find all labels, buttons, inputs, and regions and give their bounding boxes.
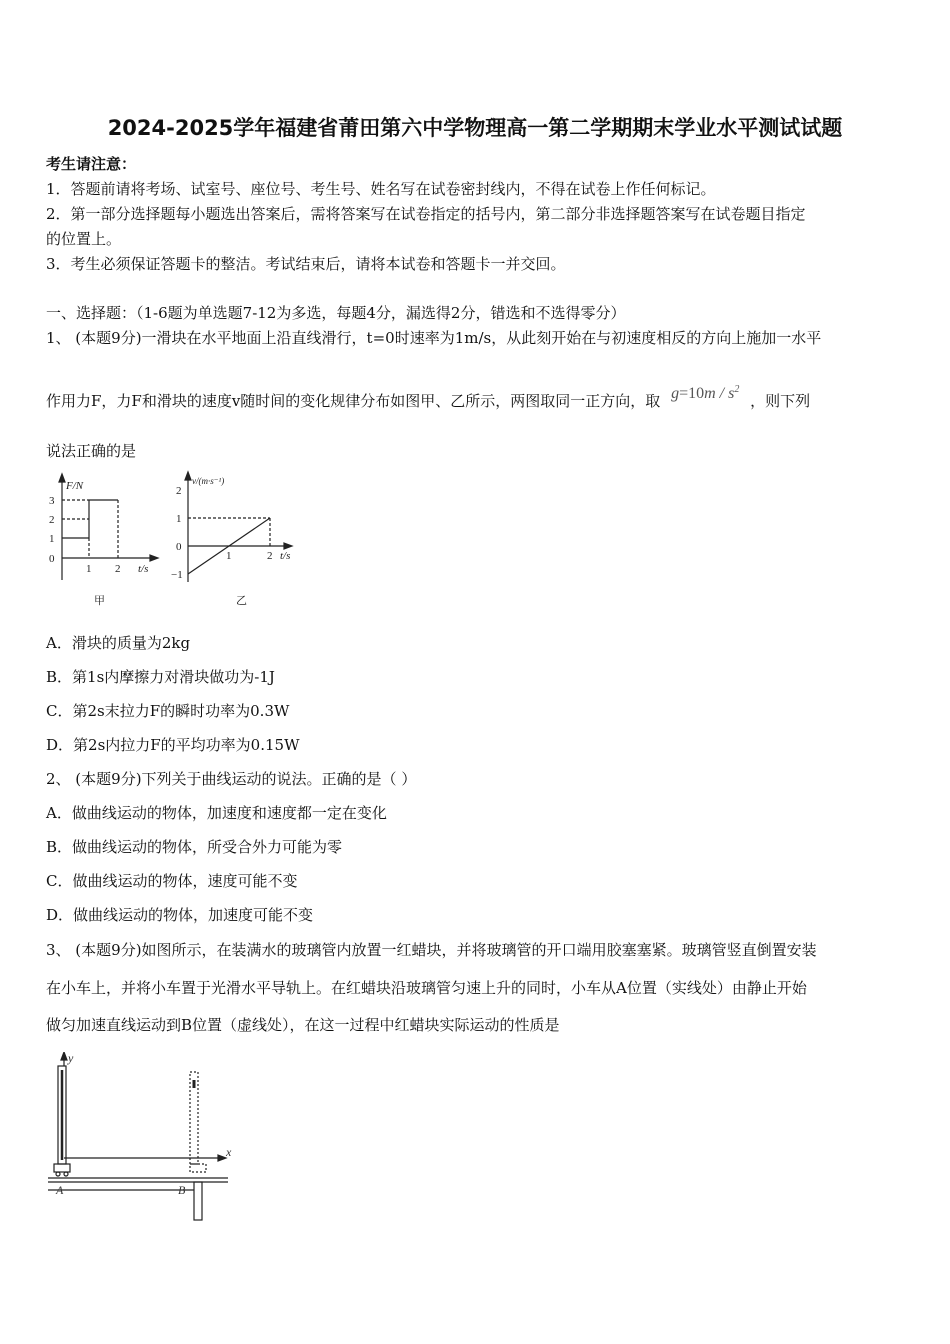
fa-ytick-2: 2 <box>49 514 55 526</box>
notice-item-3: 3．考生必须保证答题卡的整洁。考试结束后，请将本试卷和答题卡一并交回。 <box>46 255 566 273</box>
q1-option-a: A．滑块的质量为2kg <box>46 634 191 652</box>
g-exponent: 2 <box>734 384 740 395</box>
fa-xtick-2: 2 <box>115 563 121 575</box>
q1-stem-line3: 说法正确的是 <box>46 442 137 460</box>
q1-option-c: C．第2s末拉力F的瞬时功率为0.3W <box>46 702 290 720</box>
fb-x-arrow <box>284 543 292 549</box>
fa-ytick-1: 1 <box>49 533 55 545</box>
fb-ytick-1: 1 <box>176 513 182 525</box>
cart-a <box>54 1164 70 1172</box>
q3-stem-line1: 3、 (本题9分)如图所示，在装满水的玻璃管内放置一红蜡块，并将玻璃管的开口端用胶塞塞紧。玻璃管竖直倒置安装 <box>46 941 817 959</box>
fa-ylabel: F/N <box>66 480 84 492</box>
gravity-formula <box>671 384 739 403</box>
fa-xlabel: t/s <box>138 563 149 575</box>
notice-item-2-cont: 的位置上。 <box>46 230 122 248</box>
fb-y-arrow <box>185 472 191 480</box>
y-arrow <box>61 1052 67 1060</box>
fa-caption: 甲 <box>94 595 105 607</box>
x-arrow <box>218 1155 226 1161</box>
q1-option-d: D．第2s内拉力F的平均功率为0.15W <box>46 736 300 754</box>
label-a: A <box>56 1183 64 1197</box>
q1-stem-line2a: 作用力F，力F和滑块的速度v随时间的变化规律分布如图甲、乙所示，两图取同一正方向，取 <box>46 392 661 410</box>
q1-stem-line2 <box>46 384 811 411</box>
g-value: =10 <box>679 385 705 402</box>
q3-stem-line3: 做匀加速直线运动到B位置（虚线处），在这一过程中红蜡块实际运动的性质是 <box>46 1016 560 1034</box>
q1-option-b: B．第1s内摩擦力对滑块做功为-1J <box>46 668 275 686</box>
q2-option-c: C．做曲线运动的物体，速度可能不变 <box>46 872 298 890</box>
q2-option-a: A．做曲线运动的物体，加速度和速度都一定在变化 <box>46 804 387 822</box>
fb-xlabel: t/s <box>280 550 291 562</box>
table-leg <box>194 1182 202 1220</box>
page-title: 2024-2025学年福建省莆田第六中学物理高一第二学期期末学业水平测试试题 <box>107 116 843 140</box>
figure-tube-cart <box>44 1052 244 1228</box>
fb-ytick-0: 0 <box>176 541 182 553</box>
fb-ytick-neg1: −1 <box>171 569 183 581</box>
q2-stem: 2、 (本题9分)下列关于曲线运动的说法。正确的是（ ） <box>46 770 417 788</box>
fa-ytick-3: 3 <box>49 495 55 507</box>
cart-a-wheel-1 <box>56 1172 60 1176</box>
q2-option-d: D．做曲线运动的物体，加速度可能不变 <box>46 906 314 924</box>
cart-a-wheel-2 <box>64 1172 68 1176</box>
fb-ylabel: v/(m·s⁻¹) <box>192 476 225 486</box>
g-unit: m / s <box>704 385 735 402</box>
cart-b <box>190 1164 206 1172</box>
fb-caption: 乙 <box>236 595 247 607</box>
fb-xtick-2: 2 <box>267 550 273 562</box>
q1-stem-line1: 1、 (本题9分)一滑块在水平地面上沿直线滑行，t=0时速率为1m/s，从此刻开始在与初速度相反的方向上施加一水平 <box>46 329 822 347</box>
fb-ytick-2: 2 <box>176 485 182 497</box>
notice-item-1: 1．答题前请将考场、试室号、座位号、考生号、姓名写在试卷密封线内，不得在试卷上作任何标记。 <box>46 180 716 198</box>
notice-heading: 考生请注意： <box>46 155 137 173</box>
q1-stem-line2b: ，则下列 <box>750 392 811 410</box>
fb-xtick-1: 1 <box>226 550 232 562</box>
notice-item-2: 2．第一部分选择题每小题选出答案后，需将答案写在试卷指定的括号内，第二部分非选择题答案写在试卷题目指定 <box>46 205 806 223</box>
fa-x-arrow <box>150 555 158 561</box>
fa-y-arrow <box>59 474 65 482</box>
label-b: B <box>178 1183 186 1197</box>
y-label: y <box>68 1052 74 1065</box>
g-symbol: g <box>671 385 680 402</box>
figure-velocity-time <box>166 470 306 610</box>
figure-force-time <box>44 470 164 610</box>
q3-stem-line2: 在小车上，并将小车置于光滑水平导轨上。在红蜡块沿玻璃管匀速上升的同时，小车从A位置（实线处）由静止开始 <box>46 979 807 997</box>
q2-option-b: B．做曲线运动的物体，所受合外力可能为零 <box>46 838 343 856</box>
x-label: x <box>226 1145 232 1159</box>
fa-xtick-1: 1 <box>86 563 92 575</box>
section-heading: 一、选择题：（1-6题为单选题7-12为多选，每题4分，漏选得2分，错选和不选得零分） <box>46 304 626 322</box>
fa-ytick-0: 0 <box>49 553 55 565</box>
